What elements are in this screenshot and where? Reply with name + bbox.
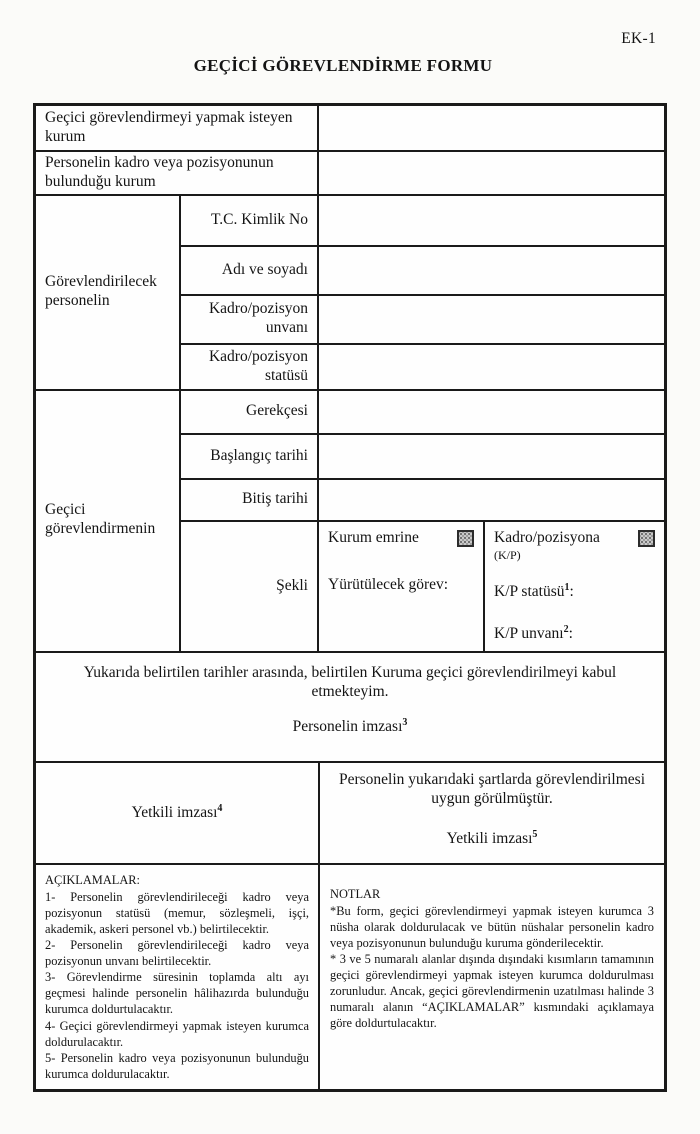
- kadro-pozisyona-label: Kadro/pozisyona: [494, 529, 600, 547]
- aciklamalar-cell: [36, 865, 320, 1089]
- notlar-item-2: * 3 ve 5 numaralı alanlar dışında dışındaki kısımların tamamının geçici görevlendirmeyi yapmak isteyen kurumca doldurulması zorunludur. Ancak, geçici görevlendirmenin uzatılması halinde 3 numaralı alanın “AÇIKLAMALAR” kısmındaki açıklamaya göre doldurtulacaktır.: [330, 951, 654, 1031]
- row-kadro-statusu: [181, 345, 664, 389]
- aciklamalar-item-5: 5- Personelin kadro veya pozisyonunun bulunduğu kurumca doldurulacaktır.: [45, 1050, 309, 1081]
- row-current-institution: [36, 152, 664, 196]
- sekli-kurum-emrine-cell: [319, 522, 485, 650]
- baslangic-tarihi-label: Başlangıç tarihi: [181, 435, 319, 477]
- sekli-label: Şekli: [181, 522, 319, 650]
- row-authority-signatures: [36, 763, 664, 865]
- kadro-statusu-label: Kadro/pozisyon statüsü: [181, 345, 319, 389]
- aciklamalar-item-1: 1- Personelin görevlendirileceği kadro veya pozisyonun statüsü (memur, sözleşmeli, işçi, akademik, askeri personel vb.) belirtilecektir.: [45, 889, 309, 936]
- requesting-institution-label: Geçici görevlendirmeyi yapmak isteyen kurum: [36, 106, 319, 150]
- adi-soyadi-value-cell[interactable]: [319, 247, 664, 294]
- row-kadro-unvani: [181, 296, 664, 345]
- kp-abbrev-label: (K/P): [494, 548, 521, 563]
- aciklamalar-item-4: 4- Geçici görevlendirmeyi yapmak isteyen kurumca doldurulacaktır.: [45, 1018, 309, 1049]
- row-tc-kimlik: [181, 196, 664, 247]
- attachment-number-label: EK-1: [621, 30, 656, 47]
- aciklamalar-title: AÇIKLAMALAR:: [45, 873, 140, 888]
- row-baslangic-tarihi: [181, 435, 664, 479]
- row-requesting-institution: [36, 106, 664, 152]
- row-footnotes: [36, 865, 664, 1089]
- tc-kimlik-value-cell[interactable]: [319, 196, 664, 245]
- personnel-signature-label: Personelin imzası$^3$: [292, 717, 408, 736]
- bitis-tarihi-value-cell[interactable]: [319, 480, 664, 521]
- sekli-kadro-pozisyona-cell: [485, 522, 664, 650]
- section-personnel: [36, 196, 664, 391]
- kadro-pozisyona-checkbox-icon[interactable]: [638, 530, 655, 547]
- authority-signature-left-cell[interactable]: [36, 763, 320, 863]
- assignment-section-label: Geçici görevlendirmenin: [36, 391, 181, 651]
- requesting-institution-value-cell[interactable]: [319, 106, 664, 150]
- notlar-item-1: *Bu form, geçici görevlendirmeyi yapmak isteyen kurumca 3 nüsha olarak doldurulacak ve bütün nüshalar personelin kadro veya pozisyonunun bulunduğu kuruma gönderilecektir.: [330, 903, 654, 950]
- gerekcesi-label: Gerekçesi: [181, 391, 319, 433]
- row-adi-soyadi: [181, 247, 664, 296]
- page-title: GEÇİCİ GÖREVLENDİRME FORMU: [193, 56, 493, 75]
- authority-signature-4-label: Yetkili imzası$^4$: [131, 802, 223, 821]
- authority-signature-5-label: Yetkili imzası$^5$: [446, 828, 538, 848]
- row-bitis-tarihi: [181, 480, 664, 523]
- gerekcesi-value-cell[interactable]: [319, 391, 664, 433]
- aciklamalar-item-2: 2- Personelin görevlendirileceği kadro veya pozisyonun unvanı belirtilecektir.: [45, 937, 309, 968]
- temporary-assignment-form-table: [33, 103, 667, 1092]
- kurum-emrine-checkbox-icon[interactable]: [457, 530, 474, 547]
- row-gerekcesi: [181, 391, 664, 435]
- adi-soyadi-label: Adı ve soyadı: [181, 247, 319, 294]
- notlar-title: NOTLAR: [330, 887, 381, 902]
- yurutulecek-gorev-label[interactable]: Yürütülecek görev:: [328, 576, 449, 594]
- aciklamalar-item-3: 3- Görevlendirme süresinin toplamda altı ayı geçmesi halinde personelin hâlihazırda bulunduğu kurumca doldurtulacaktır.: [45, 970, 309, 1017]
- current-institution-value-cell[interactable]: [319, 152, 664, 194]
- personnel-section-label: Görevlendirilecek personelin: [36, 196, 181, 389]
- kadro-unvani-value-cell[interactable]: [319, 296, 664, 343]
- acceptance-statement-cell: [36, 653, 664, 764]
- section-assignment: [36, 391, 664, 653]
- notlar-cell: [320, 865, 664, 1089]
- kp-unvani-field[interactable]: K/P unvanı$^2$:: [494, 623, 573, 642]
- approval-statement-text: Personelin yukarıdaki şartlarda görevlendirilmesi uygun görülmüştür.: [338, 771, 646, 808]
- row-sekli: [181, 522, 664, 650]
- kadro-unvani-label: Kadro/pozisyon unvanı: [181, 296, 319, 343]
- kp-statusu-field[interactable]: K/P statüsü$^1$:: [494, 581, 574, 600]
- tc-kimlik-label: T.C. Kimlik No: [181, 196, 319, 245]
- authority-signature-right-cell[interactable]: [320, 763, 664, 863]
- kurum-emrine-label: Kurum emrine: [328, 529, 419, 547]
- acceptance-statement-text: Yukarıda belirtilen tarihler arasında, belirtilen Kuruma geçici görevlendirilmeyi kabul etmekteyim.: [83, 663, 617, 700]
- kadro-statusu-value-cell[interactable]: [319, 345, 664, 389]
- baslangic-tarihi-value-cell[interactable]: [319, 435, 664, 477]
- current-institution-label: Personelin kadro veya pozisyonunun bulunduğu kurum: [36, 152, 319, 194]
- bitis-tarihi-label: Bitiş tarihi: [181, 480, 319, 521]
